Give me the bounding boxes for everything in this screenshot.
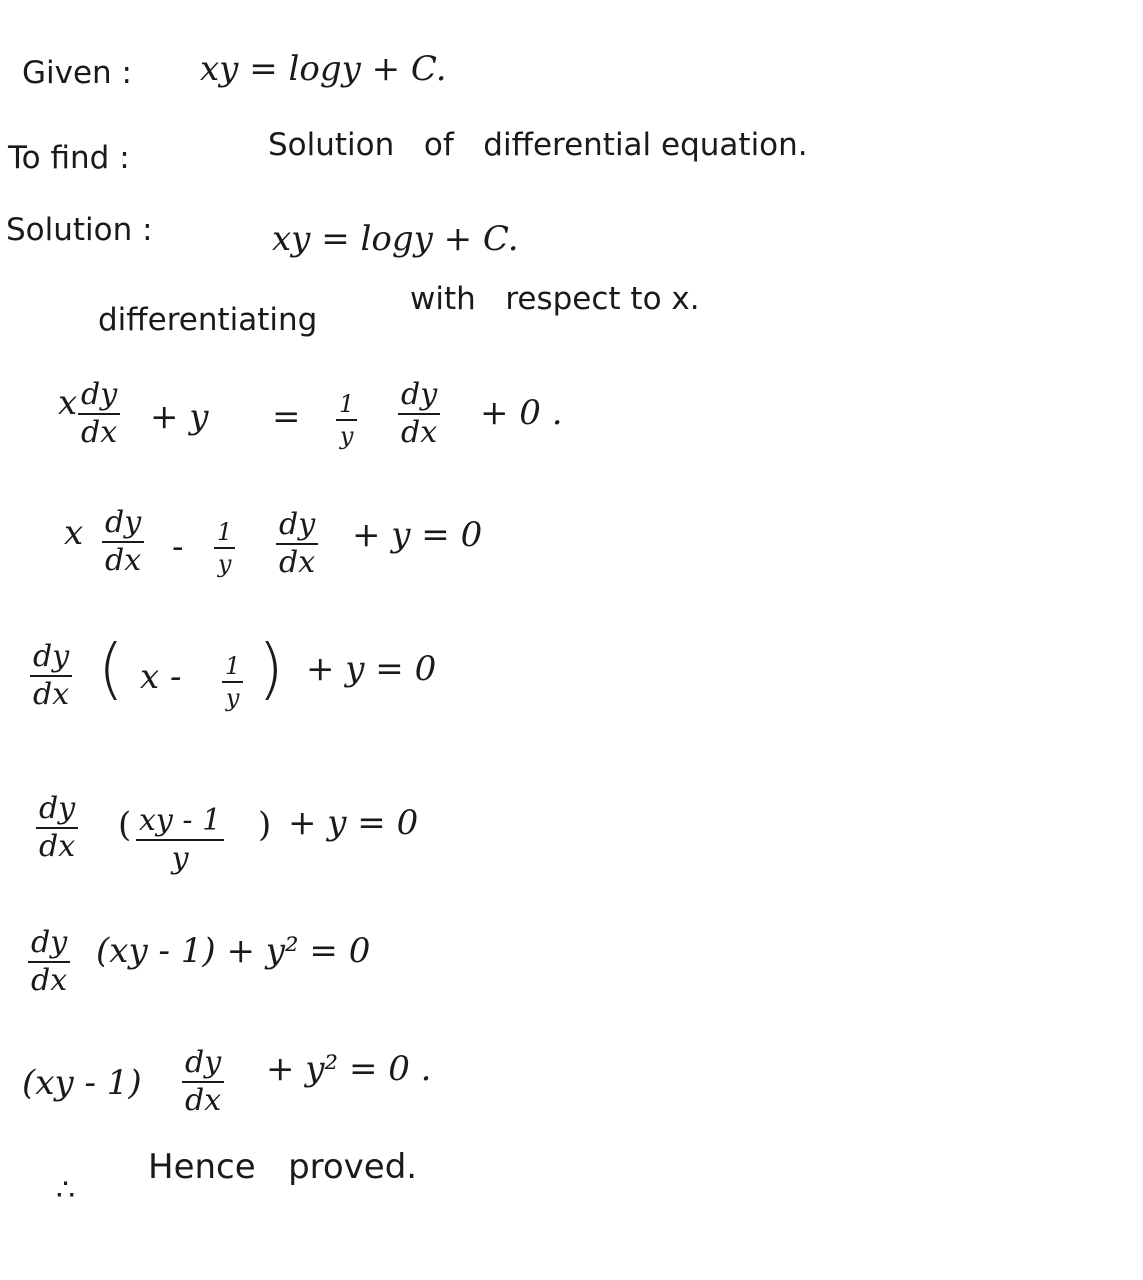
hence-proved-text: Hence proved. <box>148 1147 418 1187</box>
step3-x-minus: x - <box>140 657 182 697</box>
therefore-symbol: ∴ <box>56 1173 76 1208</box>
step1-y: y <box>339 422 354 450</box>
step1-one: 1 <box>336 392 357 421</box>
step1-dy-right: dy <box>398 380 440 415</box>
step6-right: + y² = 0 . <box>266 1049 432 1089</box>
given-equation: xy = logy + C. <box>200 49 447 89</box>
to-find-label: To find : <box>8 140 130 176</box>
step4-dx: dx <box>39 829 76 864</box>
step6-dx: dx <box>185 1083 222 1118</box>
step2-dy-second: dy <box>276 510 318 545</box>
step4-tail: + y = 0 <box>288 803 419 843</box>
step6-left: (xy - 1) <box>22 1063 142 1103</box>
step4-numerator: xy - 1 <box>136 806 224 841</box>
step3-y: y <box>225 684 240 712</box>
step3-dx: dx <box>33 677 70 712</box>
step3-open-paren: ( <box>98 630 124 707</box>
step1-tail: + 0 . <box>480 393 563 433</box>
step5-body: (xy - 1) + y² = 0 <box>96 931 371 971</box>
step1-dx-right: dx <box>401 415 438 450</box>
step3-close-paren: ) <box>258 630 284 707</box>
step1-dy-dx-right <box>398 377 440 450</box>
step6-dy-dx <box>182 1045 224 1118</box>
step4-fraction <box>136 803 224 876</box>
step4-dy-dx <box>36 791 78 864</box>
step2-tail: + y = 0 <box>352 515 483 555</box>
step2-x: x <box>64 513 84 553</box>
step6-dy: dy <box>182 1048 224 1083</box>
step1-one-over-y <box>336 392 357 448</box>
step3-dy-dx <box>30 639 72 712</box>
step2-one: 1 <box>214 520 235 549</box>
step1-dx: dx <box>81 415 118 450</box>
step2-one-over-y <box>214 520 235 576</box>
step2-dx-second: dx <box>279 545 316 580</box>
solution-label: Solution : <box>6 212 153 248</box>
given-label: Given : <box>22 55 132 91</box>
step2-y: y <box>217 550 232 578</box>
step5-dy-dx <box>28 925 70 998</box>
step4-close-paren: ) <box>258 805 272 845</box>
step3-one-over-y <box>222 654 243 710</box>
step1-x: x <box>58 383 78 423</box>
step2-dy-dx <box>102 505 144 578</box>
step1-plus-y: + y <box>150 397 209 437</box>
differentiating-rest: with respect to x. <box>410 281 700 317</box>
step1-dy: dy <box>78 380 120 415</box>
step5-dx: dx <box>31 963 68 998</box>
solution-equation: xy = logy + C. <box>272 219 519 259</box>
step2-minus: - <box>172 527 184 567</box>
step1-equals: = <box>272 397 301 437</box>
step5-dy: dy <box>28 928 70 963</box>
step3-dy: dy <box>30 642 72 677</box>
step1-dy-dx <box>78 377 120 450</box>
step4-dy: dy <box>36 794 78 829</box>
step2-dy: dy <box>102 508 144 543</box>
step4-open-paren: ( <box>118 805 132 845</box>
step2-dy-dx-second <box>276 507 318 580</box>
to-find-text: Solution of differential equation. <box>268 127 808 163</box>
step2-dx: dx <box>105 543 142 578</box>
step3-tail: + y = 0 <box>306 649 437 689</box>
step3-one: 1 <box>222 654 243 683</box>
step4-denominator: y <box>171 841 189 876</box>
differentiating-word: differentiating <box>98 302 318 338</box>
